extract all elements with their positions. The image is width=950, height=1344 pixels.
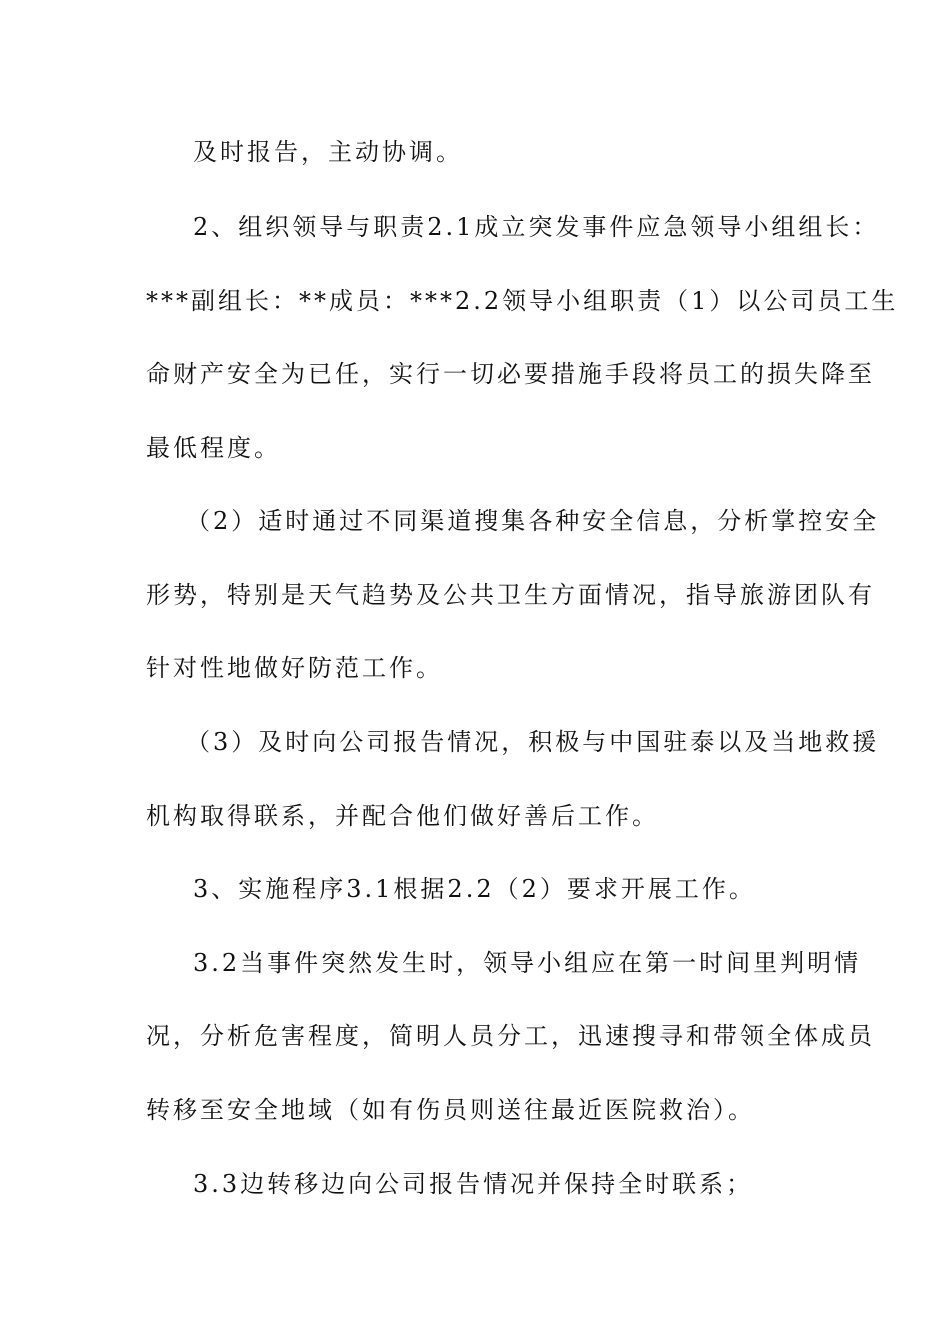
- text-line: 况，分析危害程度，简明人员分工，迅速搜寻和带领全体成员: [146, 1022, 875, 1050]
- text-line: 最低程度。: [146, 434, 281, 462]
- text-line: （3）及时向公司报告情况，积极与中国驻泰以及当地救援: [186, 728, 880, 756]
- text-line: 及时报告，主动协调。: [193, 138, 463, 166]
- text-line: 针对性地做好防范工作。: [146, 654, 443, 682]
- text-line: ***副组长：**成员：***2.2领导小组职责（1）以公司员工生: [146, 287, 899, 315]
- text-line: （2）适时通过不同渠道搜集各种安全信息，分析掌控安全: [186, 507, 880, 535]
- text-line: 命财产安全为已任，实行一切必要措施手段将员工的损失降至: [146, 360, 875, 388]
- text-line: 机构取得联系，并配合他们做好善后工作。: [146, 802, 659, 830]
- text-line: 形势，特别是天气趋势及公共卫生方面情况，指导旅游团队有: [146, 581, 875, 609]
- text-line: 3.2当事件突然发生时，领导小组应在第一时间里判明情: [193, 949, 862, 977]
- text-line: 3、实施程序3.1根据2.2（2）要求开展工作。: [193, 875, 756, 903]
- text-line: 转移至安全地域（如有伤员则送往最近医院救治）。: [146, 1096, 755, 1124]
- text-line: 2、组织领导与职责2.1成立突发事件应急领导小组组长：: [193, 213, 880, 241]
- text-line: 3.3边转移边向公司报告情况并保持全时联系；: [193, 1170, 754, 1198]
